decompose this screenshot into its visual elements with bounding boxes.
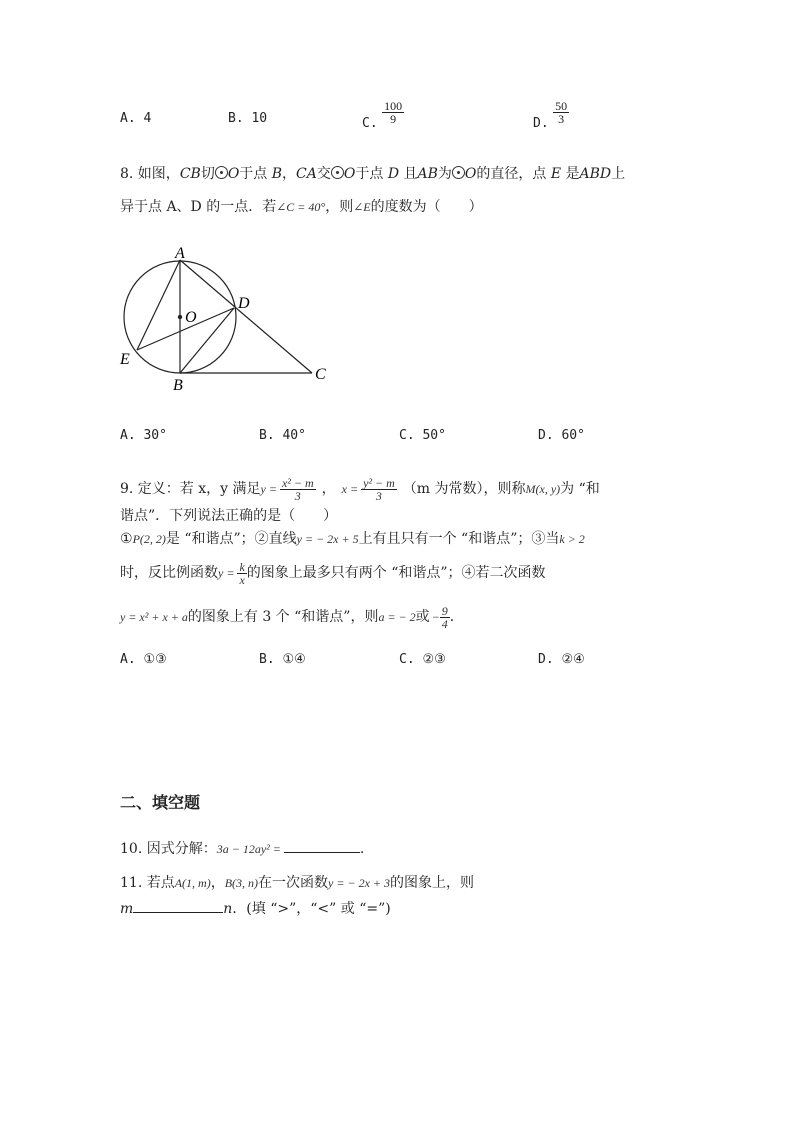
q7-c-numerator: 100	[384, 99, 403, 113]
q8-option-d: D. 60°	[538, 428, 585, 443]
q8-text: ，则	[325, 199, 354, 215]
q8-ab: AB	[417, 166, 438, 182]
q8-option-a: A. 30°	[120, 428, 167, 443]
q10-line	[120, 838, 364, 859]
q9-frac-num: 9	[441, 603, 448, 618]
q11-text: ．(填 “>”，“<” 或 “=”)	[232, 901, 391, 917]
q8-cb: CB	[179, 166, 201, 182]
q8-text: 且	[399, 166, 418, 182]
q9-text: 上有且只有一个 “和谐点”；③当	[358, 531, 560, 547]
q9-nine-quarters	[440, 605, 450, 630]
q7-option-b: B. 10	[228, 111, 268, 126]
q11-linear-function: y = − 2x + 3	[328, 876, 390, 890]
center-point-o	[178, 315, 182, 319]
q9-eq2-fraction	[361, 477, 397, 502]
q11-point-b: B(3, n)	[224, 876, 259, 890]
q8-angle-e: ∠E	[353, 200, 371, 214]
q8-geometry-figure	[110, 240, 340, 400]
q11-line-1	[120, 873, 474, 893]
q10-expression: 3a − 12ay² =	[216, 842, 284, 856]
q11-n: n	[223, 901, 233, 917]
q9-text: （m 为常数），则称	[402, 481, 526, 497]
q8-text: 交	[316, 166, 331, 182]
q9-option-a: A. ①③	[120, 652, 167, 667]
label-a: A	[175, 245, 185, 262]
q8-o: O	[227, 166, 240, 182]
label-e: E	[120, 351, 130, 368]
q8-text: ，	[282, 166, 297, 182]
q8-o: O	[464, 166, 477, 182]
q9-line-4	[120, 558, 546, 588]
label-b: B	[173, 377, 183, 394]
q8-line-1	[120, 164, 625, 184]
q10-text: .	[359, 841, 365, 857]
q9-option-b: B. ①④	[259, 652, 306, 667]
q9-text: 9. 定义：若 x，y 满足	[120, 481, 261, 497]
q7-option-c	[362, 99, 404, 131]
q11-line-2	[120, 898, 391, 919]
q8-text: 的度数为（ ）	[370, 199, 483, 215]
q7-option-a: A. 4	[120, 111, 152, 126]
q9-line-equation: y = − 2x + 5	[296, 532, 359, 546]
q11-point-a: A(1, m)	[174, 876, 211, 890]
q8-line-2	[120, 197, 483, 217]
segment-ae	[137, 260, 180, 350]
q7-option-d	[533, 99, 569, 131]
circle-dot-icon	[452, 166, 465, 179]
q8-option-c: C. 50°	[399, 428, 446, 443]
q8-text: 于点	[355, 166, 388, 182]
q8-arc-abd: ABD	[579, 166, 612, 182]
q9-eq1-fraction	[280, 477, 316, 502]
q8-text: 的直径，点	[476, 166, 551, 182]
q8-b: B	[271, 166, 283, 182]
circle-dot-icon	[331, 166, 344, 179]
q9-eq2-left: x =	[341, 482, 362, 496]
q9-k-condition: k > 2	[559, 532, 585, 546]
q9-line-2: 谐点”．下列说法正确的是（ ）	[120, 508, 338, 524]
q8-o: O	[343, 166, 356, 182]
q7-c-denominator: 9	[390, 112, 397, 126]
q8-text: 是	[561, 166, 580, 182]
q7-option-d-label: D.	[533, 115, 549, 131]
q8-e: E	[550, 166, 562, 182]
q7-d-denominator: 3	[558, 112, 565, 126]
q9-eq2-den: 3	[375, 488, 382, 503]
q11-text: 11. 若点	[120, 875, 175, 891]
q7-d-numerator: 50	[555, 99, 568, 113]
q11-m: m	[120, 901, 134, 917]
q8-text: 上	[611, 166, 626, 182]
q9-text: ，	[321, 481, 336, 497]
q9-a-value: a = − 2	[378, 610, 416, 624]
q9-text: 时，反比例函数	[120, 565, 218, 581]
q11-text: 的图象上，则	[390, 875, 474, 891]
q9-eq1-num: x² − m	[281, 475, 314, 490]
q9-eq1-den: 3	[294, 488, 301, 503]
q9-line-3	[120, 529, 585, 549]
q9-inverse-fraction	[237, 561, 246, 586]
q9-inverse-num: k	[239, 559, 245, 574]
label-c: C	[315, 366, 326, 383]
q9-inverse-left: y =	[218, 566, 238, 580]
q9-text: ①	[120, 531, 133, 547]
q9-text: 是 “和谐点”；②直线	[165, 531, 297, 547]
label-o: O	[185, 309, 197, 326]
q8-text: 切	[200, 166, 215, 182]
q9-line-5	[120, 602, 464, 632]
q10-answer-blank[interactable]	[284, 838, 360, 853]
q9-line-1	[120, 474, 600, 504]
q8-option-b: B. 40°	[259, 428, 306, 443]
q10-text: 10. 因式分解：	[120, 841, 217, 857]
q8-text: 于点	[239, 166, 272, 182]
q11-text: ，	[210, 875, 225, 891]
q8-text: 为	[437, 166, 452, 182]
q9-eq2-num: y² − m	[363, 475, 395, 490]
q9-text: 或	[415, 609, 430, 625]
section-heading-fill-in: 二、填空题	[120, 793, 201, 812]
q11-text: 在一次函数	[258, 875, 329, 891]
q9-quadratic: y = x² + x + a	[120, 610, 188, 624]
q9-text: ．	[449, 609, 464, 625]
q9-inverse-den: x	[239, 572, 245, 587]
q9-text: 的图象上有 3 个 “和谐点”，则	[187, 609, 379, 625]
q9-eq1-left: y =	[260, 482, 280, 496]
q9-option-c: C. ②③	[399, 652, 446, 667]
segment-ac	[180, 260, 312, 373]
circle-dot-icon	[215, 166, 228, 179]
q9-negative-sign: −	[431, 610, 440, 624]
q11-answer-blank[interactable]	[133, 898, 223, 913]
q8-text: 8. 如图，	[120, 166, 180, 182]
q9-text: 为 “和	[560, 481, 600, 497]
q9-frac-den: 4	[441, 616, 448, 631]
q9-point-p: P(2, 2)	[132, 532, 166, 546]
q7-option-d-fraction	[553, 100, 569, 125]
q8-angle-c: ∠C = 40°	[276, 200, 326, 214]
q8-ca: CA	[296, 166, 317, 182]
q7-option-c-label: C.	[362, 115, 378, 131]
q9-option-d: D. ②④	[538, 652, 585, 667]
q9-point-m: M(x, y)	[525, 482, 561, 496]
q8-text: 异于点 A、D 的一点．若	[120, 199, 277, 215]
q8-d: D	[387, 166, 400, 182]
q9-text: 的图象上最多只有两个 “和谐点”；④若二次函数	[246, 565, 546, 581]
label-d: D	[238, 295, 250, 312]
q7-option-c-fraction	[382, 100, 404, 125]
